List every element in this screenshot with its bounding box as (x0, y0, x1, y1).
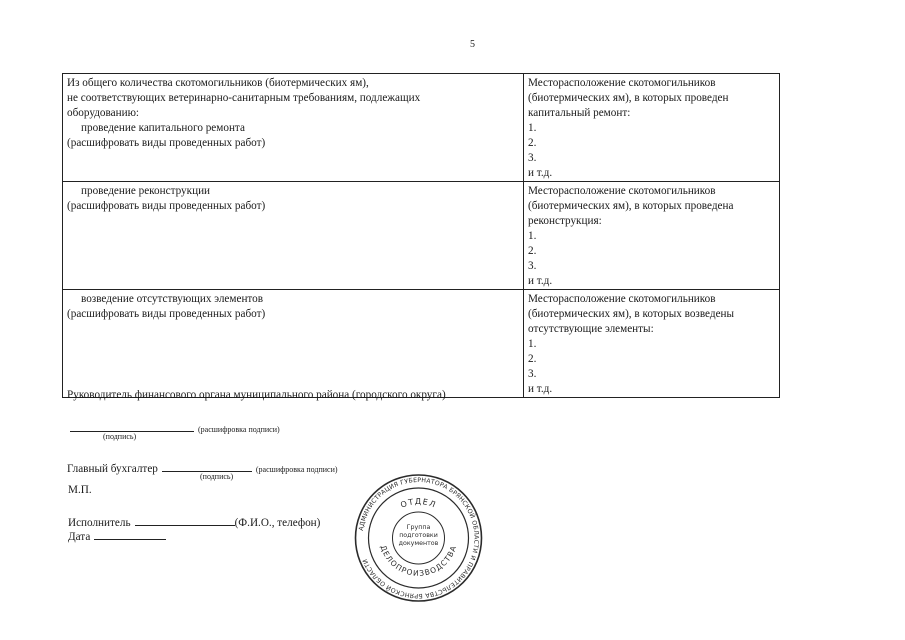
cell-line: 3. (528, 260, 537, 272)
table-cell-work-reconstruction (63, 182, 524, 290)
cell-line: реконструкция: (528, 215, 602, 227)
report-table (62, 73, 780, 398)
cell-line: капитальный ремонт: (528, 107, 631, 119)
cell-line: 1. (528, 230, 537, 242)
cell-line: 2. (528, 137, 537, 149)
date-block (68, 527, 166, 545)
svg-text:ДЕЛОПРОИЗВОДСТВА (379, 544, 459, 578)
cell-line: 2. (528, 245, 537, 257)
stamp-center-line: Группа (406, 524, 431, 531)
cell-line: Месторасположение скотомогильников (528, 77, 716, 89)
executor-suffix: (Ф.И.О., телефон) (234, 517, 321, 529)
cell-line: возведение отсутствующих элементов (81, 293, 264, 305)
table-row (63, 290, 780, 398)
signature-decode-label: (расшифровка подписи) (255, 465, 338, 474)
table-cell-work-missing-elements (63, 290, 524, 398)
executor-label: Исполнитель (68, 517, 131, 529)
cell-line: отсутствующие элементы: (528, 323, 654, 335)
cell-line: 3. (528, 152, 537, 164)
cell-line: (биотермических ям), в которых проведен (528, 92, 729, 104)
head-title: Руководитель финансового органа муниципального района (городского округа) (67, 389, 446, 401)
cell-line: и т.д. (528, 383, 553, 395)
stamp-top-arc: ОТДЕЛ (399, 497, 438, 510)
cell-line: проведение реконструкции (81, 185, 211, 197)
stamp-center-line: подготовки (399, 532, 438, 539)
cell-line: не соответствующих ветеринарно-санитарным требованиям, подлежащих (67, 92, 421, 104)
cell-line: 1. (528, 122, 537, 134)
cell-line: Месторасположение скотомогильников (528, 185, 716, 197)
signature-label: (подпись) (103, 432, 137, 441)
cell-line: и т.д. (528, 167, 553, 179)
table-row (63, 182, 780, 290)
cell-line: 2. (528, 353, 537, 365)
table-cell-location-capital-repair (524, 74, 780, 182)
table-cell-work-capital-repair (63, 74, 524, 182)
cell-line: (биотермических ям), в которых проведена (528, 200, 734, 212)
cell-line: Из общего количества скотомогильников (биотермических ям), (67, 77, 369, 89)
cell-line: Месторасположение скотомогильников (528, 293, 716, 305)
signature-line (162, 461, 252, 472)
cell-line: и т.д. (528, 275, 553, 287)
table-cell-location-missing-elements (524, 290, 780, 398)
svg-text:ОТДЕЛ (399, 497, 437, 510)
table-cell-location-reconstruction (524, 182, 780, 290)
date-line (94, 529, 166, 540)
executor-line (135, 515, 235, 526)
stamp-bottom-arc: ДЕЛОПРОИЗВОДСТВА (378, 543, 459, 578)
seal-place: М.П. (68, 484, 92, 496)
stamp-outer-text: АДМИНИСТРАЦИЯ ГУБЕРНАТОРА БРЯНСКОЙ ОБЛАСТИ И ПРАВИТЕЛЬСТВА БРЯНСКОЙ ОБЛАСТИ (357, 476, 480, 600)
signature-label: (подпись) (200, 472, 234, 481)
date-label: Дата (68, 531, 91, 543)
cell-line: (расшифровать виды проведенных работ) (67, 308, 266, 320)
cell-line: (расшифровать виды проведенных работ) (67, 137, 266, 149)
cell-line: 3. (528, 368, 537, 380)
cell-line: (расшифровать виды проведенных работ) (67, 200, 266, 212)
table-row (63, 74, 780, 182)
cell-line: 1. (528, 338, 537, 350)
signature-line (70, 421, 194, 432)
cell-line: оборудованию: (67, 107, 140, 119)
signature-block-head (70, 419, 280, 437)
signature-decode-label: (расшифровка подписи) (198, 425, 280, 434)
chief-accountant-label: Главный бухгалтер (67, 463, 158, 475)
page-number: 5 (470, 39, 475, 50)
official-stamp (352, 473, 485, 603)
cell-line: (биотермических ям), в которых возведены (528, 308, 735, 320)
cell-line: проведение капитального ремонта (81, 122, 245, 134)
stamp-center-line: документов (398, 540, 439, 547)
